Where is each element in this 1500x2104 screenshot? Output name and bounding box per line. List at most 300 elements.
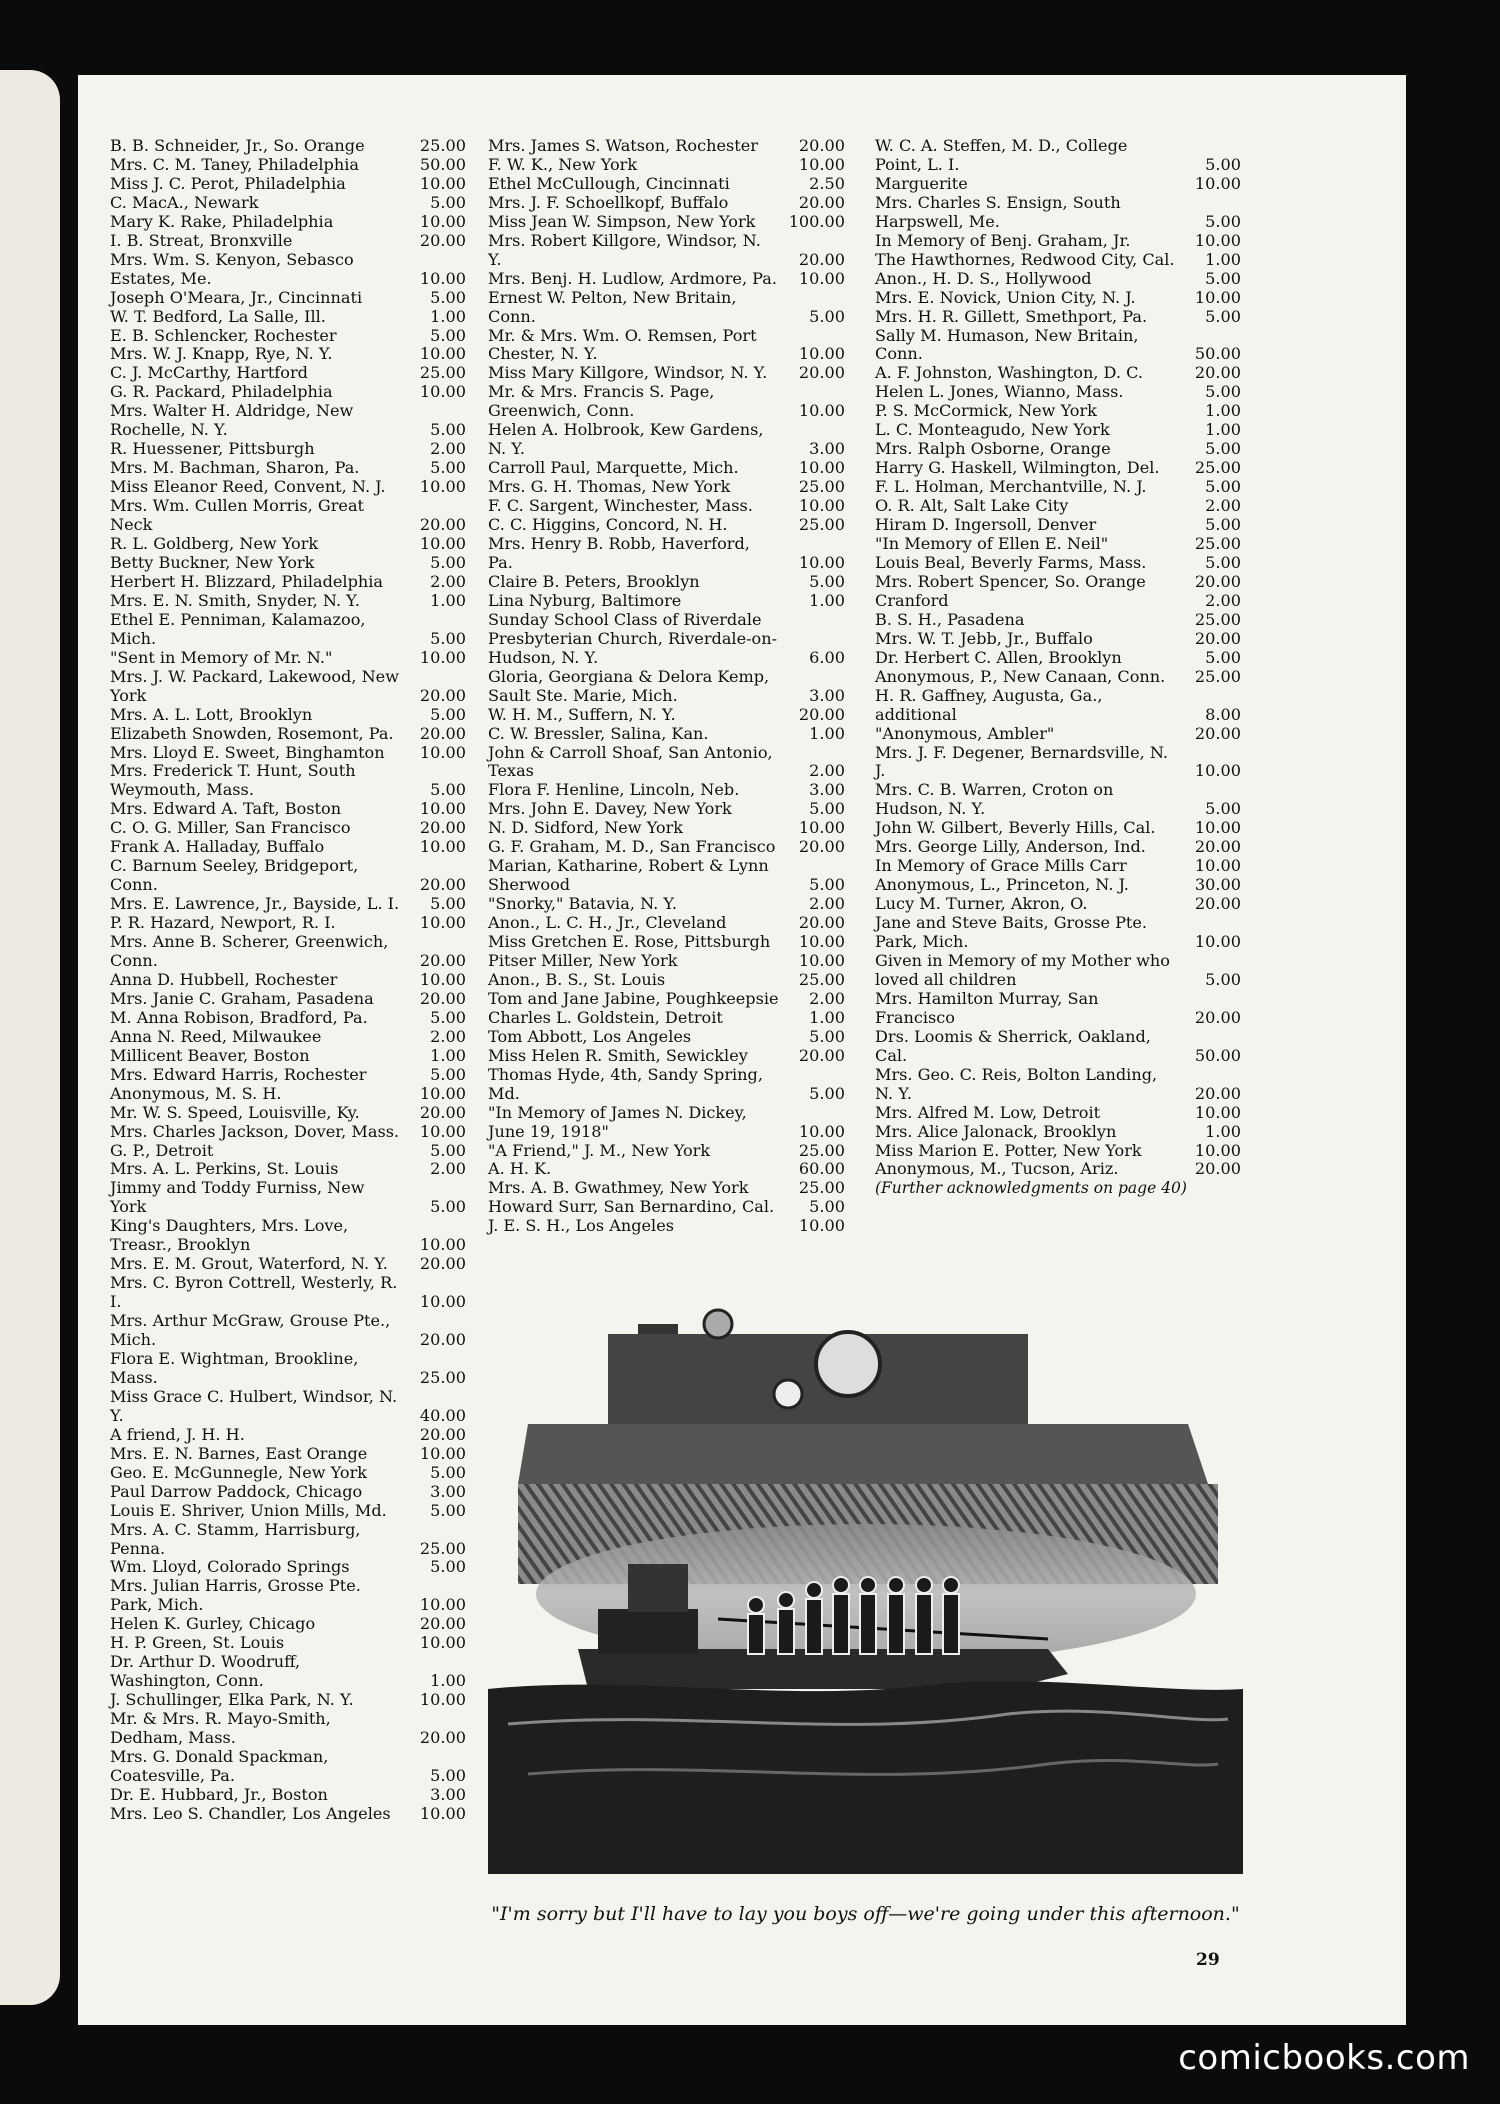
- donor-name: J. Schullinger, Elka Park, N. Y.: [110, 1690, 354, 1710]
- donor-name: Sally M. Humason, New Britain, Conn.: [875, 325, 1144, 364]
- donor-name: Mrs. Robert Killgore, Windsor, N. Y.: [488, 230, 766, 269]
- donor-name: Drs. Loomis & Sherrick, Oakland, Cal.: [875, 1026, 1157, 1065]
- donor-name: Mrs. Charles S. Ensign, South Harpswell, Me.: [875, 192, 1126, 231]
- donation-amount: 5.00: [1205, 515, 1241, 535]
- donor-name: "A Friend," J. M., New York: [488, 1140, 711, 1160]
- donor-name: Mrs. W. J. Knapp, Rye, N. Y.: [110, 344, 333, 364]
- donor-entry: [488, 364, 845, 383]
- donation-amount: 20.00: [1194, 1159, 1241, 1179]
- donation-amount: 25.00: [419, 363, 466, 383]
- donor-name: In Memory of Grace Mills Carr: [875, 856, 1127, 876]
- donor-name: Mrs. H. R. Gillett, Smethport, Pa.: [875, 306, 1148, 326]
- donor-entry: [875, 459, 1241, 478]
- donation-amount: 20.00: [798, 837, 845, 857]
- donation-amount: 10.00: [1194, 230, 1241, 250]
- donation-amount: 100.00: [788, 211, 845, 231]
- donation-amount: 2.00: [809, 894, 845, 914]
- donation-amount: 20.00: [419, 875, 466, 895]
- donation-amount: 2.00: [1205, 590, 1241, 610]
- donation-amount: 1.00: [1205, 249, 1241, 269]
- donation-amount: 5.00: [1205, 154, 1241, 174]
- donation-amount: 20.00: [798, 136, 845, 155]
- cartoon-caption: "I'm sorry but I'll have to lay you boys off—we're going under this afternoon.": [491, 1903, 1240, 1925]
- donor-name: Pitser Miller, New York: [488, 950, 678, 970]
- donor-entry: [488, 1142, 845, 1161]
- donation-amount: 10.00: [419, 647, 466, 667]
- donor-entry: [110, 497, 466, 535]
- donor-entry: [875, 364, 1241, 383]
- donation-amount: 1.00: [809, 590, 845, 610]
- donor-name: Hiram D. Ingersoll, Denver: [875, 515, 1097, 535]
- donation-amount: 25.00: [798, 477, 845, 497]
- donor-entry: [875, 478, 1241, 497]
- donor-entry: [110, 459, 466, 478]
- donation-amount: 5.00: [430, 1500, 466, 1520]
- donor-entry: [875, 687, 1241, 725]
- donor-entry: [875, 573, 1241, 592]
- donation-amount: 25.00: [419, 136, 466, 155]
- donor-entry: [488, 838, 845, 857]
- donation-amount: 10.00: [419, 477, 466, 497]
- donor-entry: [110, 156, 466, 175]
- donor-name: F. L. Holman, Merchantville, N. J.: [875, 477, 1147, 497]
- donation-amount: 5.00: [430, 1765, 466, 1785]
- donor-entry: [110, 308, 466, 327]
- donor-name: Geo. E. McGunnegle, New York: [110, 1462, 368, 1482]
- donor-entry: [488, 289, 845, 327]
- donor-entry: [110, 1350, 466, 1388]
- donor-name: Dr. E. Hubbard, Jr., Boston: [110, 1784, 328, 1804]
- donor-name: Mrs. Frederick T. Hunt, South Weymouth, Mass.: [110, 761, 361, 800]
- donor-entry: [110, 554, 466, 573]
- donor-entry: [875, 175, 1241, 194]
- donation-amount: 20.00: [419, 988, 466, 1008]
- donor-name: W. C. A. Steffen, M. D., College Point, L. I.: [875, 136, 1133, 174]
- donor-name: Miss Helen R. Smith, Sewickley: [488, 1045, 748, 1065]
- donor-entry: [875, 592, 1241, 611]
- page-number: 29: [1196, 1950, 1220, 1970]
- donor-name: Anonymous, M., Tucson, Ariz.: [875, 1159, 1119, 1179]
- donor-name: Mrs. A. L. Lott, Brooklyn: [110, 704, 313, 724]
- donation-amount: 3.00: [430, 1784, 466, 1804]
- donor-name: Mrs. E. N. Barnes, East Orange: [110, 1443, 368, 1463]
- donor-entry: [875, 990, 1241, 1028]
- donor-entry: [110, 194, 466, 213]
- donor-name: W. H. M., Suffern, N. Y.: [488, 704, 676, 724]
- donor-entry: [488, 270, 845, 289]
- donor-name: G. P., Detroit: [110, 1140, 214, 1160]
- donor-entry: [488, 213, 845, 232]
- donor-name: Lina Nyburg, Baltimore: [488, 590, 682, 610]
- donation-amount: 20.00: [1194, 1083, 1241, 1103]
- donation-amount: 10.00: [798, 950, 845, 970]
- donation-amount: 5.00: [809, 799, 845, 819]
- donor-name: Gloria, Georgiana & Delora Kemp, Sault Ste. Marie, Mich.: [488, 666, 775, 705]
- donation-amount: 5.00: [809, 571, 845, 591]
- donation-amount: 5.00: [1205, 306, 1241, 326]
- previous-page-edge: [0, 70, 60, 2005]
- donor-name: Thomas Hyde, 4th, Sandy Spring, Md.: [488, 1064, 769, 1103]
- donor-entry: [110, 1160, 466, 1179]
- donor-entry: [110, 819, 466, 838]
- donor-name: Mrs. E. N. Smith, Snyder, N. Y.: [110, 590, 360, 610]
- donation-amount: 10.00: [419, 211, 466, 231]
- donation-amount: 10.00: [419, 742, 466, 762]
- donation-amount: 20.00: [798, 249, 845, 269]
- donor-entry: [875, 668, 1241, 687]
- donation-amount: 5.00: [1205, 969, 1241, 989]
- donor-name: Mrs. Geo. C. Reis, Bolton Landing, N. Y.: [875, 1064, 1163, 1103]
- donation-amount: 25.00: [1194, 458, 1241, 478]
- donation-amount: 3.00: [809, 439, 845, 459]
- donor-entry: [875, 1066, 1241, 1104]
- donor-entry: [110, 1274, 466, 1312]
- donor-entry: [110, 895, 466, 914]
- donor-name: Charles L. Goldstein, Detroit: [488, 1007, 723, 1027]
- donation-amount: 10.00: [798, 268, 845, 288]
- donor-entry: [110, 1634, 466, 1653]
- donor-name: Ethel E. Penniman, Kalamazoo, Mich.: [110, 609, 371, 648]
- donor-name: Ethel McCullough, Cincinnati: [488, 173, 730, 193]
- donor-entry: [110, 1710, 466, 1748]
- donor-entry: [488, 175, 845, 194]
- donor-entry: [110, 706, 466, 725]
- donor-entry: [875, 1104, 1241, 1123]
- donor-entry: [110, 1483, 466, 1502]
- donation-amount: 2.00: [430, 1159, 466, 1179]
- donation-amount: 20.00: [419, 685, 466, 705]
- donation-amount: 10.00: [798, 496, 845, 516]
- donation-amount: 25.00: [1194, 534, 1241, 554]
- donor-entry: [875, 270, 1241, 289]
- donor-name: W. T. Bedford, La Salle, Ill.: [110, 306, 326, 326]
- donor-name: B. S. H., Pasadena: [875, 609, 1025, 629]
- donor-name: R. Huessener, Pittsburgh: [110, 439, 315, 459]
- donation-amount: 5.00: [809, 306, 845, 326]
- donor-entry: [488, 706, 845, 725]
- donation-amount: 5.00: [430, 420, 466, 440]
- donor-entry: [875, 725, 1241, 744]
- donor-name: Howard Surr, San Bernardino, Cal.: [488, 1197, 775, 1217]
- donor-name: Mrs. E. M. Grout, Waterford, N. Y.: [110, 1254, 388, 1274]
- donor-name: Mrs. Wm. S. Kenyon, Sebasco Estates, Me.: [110, 249, 359, 288]
- donation-amount: 25.00: [798, 1178, 845, 1198]
- donor-name: Mrs. G. H. Thomas, New York: [488, 477, 731, 497]
- donation-amount: 10.00: [419, 1803, 466, 1823]
- donation-amount: 20.00: [419, 515, 466, 535]
- donor-name: Mrs. Alice Jalonack, Brooklyn: [875, 1121, 1117, 1141]
- donation-amount: 10.00: [1194, 1140, 1241, 1160]
- donor-name: H. R. Gaffney, Augusta, Ga., additional: [875, 685, 1108, 724]
- donor-name: Paul Darrow Paddock, Chicago: [110, 1481, 363, 1501]
- donation-amount: 5.00: [430, 1197, 466, 1217]
- donor-entry: [110, 1388, 466, 1426]
- donation-amount: 50.00: [1194, 344, 1241, 364]
- donor-name: Mrs. W. T. Jebb, Jr., Buffalo: [875, 628, 1093, 648]
- donor-entry: [110, 990, 466, 1009]
- donor-entry: [488, 156, 845, 175]
- donor-name: Mrs. E. Novick, Union City, N. J.: [875, 287, 1136, 307]
- donation-amount: 5.00: [809, 1026, 845, 1046]
- donor-entry: [875, 535, 1241, 554]
- donation-amount: 2.50: [809, 173, 845, 193]
- donation-amount: 1.00: [809, 723, 845, 743]
- donor-name: Anonymous, P., New Canaan, Conn.: [875, 666, 1166, 686]
- donor-entry: [110, 1123, 466, 1142]
- donor-entry: [488, 194, 845, 213]
- donation-amount: 1.00: [430, 1045, 466, 1065]
- donor-entry: [875, 952, 1241, 990]
- donation-amount: 10.00: [419, 1633, 466, 1653]
- donor-entry: [110, 1009, 466, 1028]
- donation-amount: 20.00: [419, 1102, 466, 1122]
- donation-amount: 5.00: [430, 780, 466, 800]
- donation-amount: 20.00: [419, 723, 466, 743]
- donor-name: Tom and Jane Jabine, Poughkeepsie: [488, 988, 779, 1008]
- donor-name: Flora E. Wightman, Brookline, Mass.: [110, 1349, 364, 1387]
- donor-entry: [110, 213, 466, 232]
- donation-amount: 30.00: [1194, 875, 1241, 895]
- donor-name: O. R. Alt, Salt Lake City: [875, 496, 1069, 516]
- donation-amount: 40.00: [419, 1405, 466, 1425]
- donor-name: "Sent in Memory of Mr. N.": [110, 647, 333, 667]
- donor-entry: [488, 668, 845, 706]
- donor-entry: [110, 175, 466, 194]
- donation-amount: 5.00: [430, 552, 466, 572]
- donation-amount: 5.00: [430, 1462, 466, 1482]
- donation-amount: 1.00: [1205, 420, 1241, 440]
- donor-entry: [488, 478, 845, 497]
- donor-entry: [488, 1160, 845, 1179]
- donation-amount: 5.00: [809, 875, 845, 895]
- donor-entry: [488, 1104, 845, 1142]
- donor-name: Mr. & Mrs. R. Mayo-Smith, Dedham, Mass.: [110, 1709, 336, 1748]
- donation-amount: 20.00: [419, 1728, 466, 1748]
- donation-amount: 20.00: [419, 950, 466, 970]
- donor-name: Helen L. Jones, Wianno, Mass.: [875, 382, 1124, 402]
- donor-name: I. B. Streat, Bronxville: [110, 230, 293, 250]
- donor-name: F. C. Sargent, Winchester, Mass.: [488, 496, 753, 516]
- donor-entry: [875, 516, 1241, 535]
- donor-name: Mrs. Anne B. Scherer, Greenwich, Conn.: [110, 932, 394, 970]
- donor-name: "In Memory of James N. Dickey, June 19, 1918": [488, 1102, 752, 1141]
- donor-entry: [488, 933, 845, 952]
- donor-name: Carroll Paul, Marquette, Mich.: [488, 458, 739, 478]
- donor-name: "In Memory of Ellen E. Neil": [875, 534, 1109, 554]
- donor-entry: [488, 895, 845, 914]
- donor-entry: [488, 1028, 845, 1047]
- donor-name: B. B. Schneider, Jr., So. Orange: [110, 136, 365, 155]
- donation-amount: 1.00: [1205, 1121, 1241, 1141]
- donor-name: Flora F. Henline, Lincoln, Neb.: [488, 780, 740, 800]
- donation-amount: 10.00: [798, 818, 845, 838]
- donor-entry: [875, 1028, 1241, 1066]
- donor-column-2: [488, 137, 845, 1236]
- donor-entry: [488, 516, 845, 535]
- donor-name: Mrs. A. C. Stamm, Harrisburg, Penna.: [110, 1519, 366, 1558]
- donation-amount: 5.00: [430, 894, 466, 914]
- donor-name: Jimmy and Toddy Furniss, New York: [110, 1178, 370, 1217]
- donor-entry: [110, 857, 466, 895]
- donor-name: Mrs. Henry B. Robb, Haverford, Pa.: [488, 534, 756, 572]
- donor-entry: [110, 1426, 466, 1445]
- donor-entry: [875, 895, 1241, 914]
- donor-name: Mrs. Edward Harris, Rochester: [110, 1064, 367, 1084]
- donation-amount: 8.00: [1205, 704, 1241, 724]
- donor-entry: [488, 573, 845, 592]
- donor-name: G. F. Graham, M. D., San Francisco: [488, 837, 776, 857]
- donation-amount: 60.00: [798, 1159, 845, 1179]
- donation-amount: 10.00: [798, 1216, 845, 1236]
- donation-amount: 20.00: [419, 1424, 466, 1444]
- donor-name: Cranford: [875, 590, 949, 610]
- donor-entry: [488, 383, 845, 421]
- donor-name: Mrs. George Lilly, Anderson, Ind.: [875, 837, 1146, 857]
- donor-name: Mrs. Ralph Osborne, Orange: [875, 439, 1111, 459]
- donor-name: Betty Buckner, New York: [110, 552, 315, 572]
- donor-entry: [110, 535, 466, 554]
- donor-name: Anon., H. D. S., Hollywood: [875, 268, 1092, 288]
- donation-amount: 10.00: [1194, 1102, 1241, 1122]
- donor-entry: [488, 1047, 845, 1066]
- donation-amount: 25.00: [1194, 666, 1241, 686]
- donor-name: Mr. & Mrs. Wm. O. Remsen, Port Chester, N. Y.: [488, 325, 762, 364]
- donor-entry: [875, 251, 1241, 270]
- donor-name: John & Carroll Shoaf, San Antonio, Texas: [488, 742, 778, 781]
- donor-name: Louis Beal, Beverly Farms, Mass.: [875, 552, 1147, 572]
- donor-name: Mary K. Rake, Philadelphia: [110, 211, 334, 231]
- donation-amount: 10.00: [419, 1595, 466, 1615]
- donor-entry: [488, 914, 845, 933]
- donation-amount: 10.00: [419, 969, 466, 989]
- donation-amount: 10.00: [1194, 856, 1241, 876]
- donor-entry: [488, 800, 845, 819]
- donor-entry: [488, 1066, 845, 1104]
- donor-name: Given in Memory of my Mother who loved all children: [875, 950, 1176, 989]
- donor-name: Mrs. Hamilton Murray, San Francisco: [875, 988, 1104, 1027]
- donor-entry: [488, 857, 845, 895]
- donor-entry: [488, 952, 845, 971]
- donor-entry: [875, 289, 1241, 308]
- donor-entry: [110, 251, 466, 289]
- donor-entry: [488, 611, 845, 668]
- donor-name: M. Anna Robison, Bradford, Pa.: [110, 1007, 368, 1027]
- donor-name: Miss Eleanor Reed, Convent, N. J.: [110, 477, 386, 497]
- donor-name: Miss Gretchen E. Rose, Pittsburgh: [488, 932, 771, 952]
- donor-entry: [875, 1123, 1241, 1142]
- donor-name: Mrs. G. Donald Spackman, Coatesville, Pa.: [110, 1747, 334, 1785]
- donor-name: The Hawthornes, Redwood City, Cal.: [875, 249, 1175, 269]
- donation-amount: 10.00: [419, 1235, 466, 1255]
- donor-entry: [488, 535, 845, 573]
- donation-amount: 20.00: [419, 230, 466, 250]
- donor-name: Wm. Lloyd, Colorado Springs: [110, 1557, 350, 1577]
- donor-name: Anna D. Hubbell, Rochester: [110, 969, 338, 989]
- donor-name: R. L. Goldberg, New York: [110, 534, 319, 554]
- donor-entry: [110, 478, 466, 497]
- donor-name: Helen A. Holbrook, Kew Gardens, N. Y.: [488, 420, 769, 459]
- donor-name: Mrs. Benj. H. Ludlow, Ardmore, Pa.: [488, 268, 777, 288]
- submarine-cartoon: [488, 1294, 1243, 1874]
- donor-entry: [875, 308, 1241, 327]
- donation-amount: 20.00: [798, 1045, 845, 1065]
- donation-amount: 5.00: [430, 704, 466, 724]
- donation-amount: 10.00: [1194, 173, 1241, 193]
- donor-entry: [110, 649, 466, 668]
- donation-amount: 10.00: [419, 799, 466, 819]
- donor-name: Joseph O'Meara, Jr., Cincinnati: [110, 287, 363, 307]
- donation-amount: 6.00: [809, 647, 845, 667]
- donor-entry: [110, 1464, 466, 1483]
- donor-entry: [488, 744, 845, 782]
- donor-name: Mrs. M. Bachman, Sharon, Pa.: [110, 458, 360, 478]
- donor-name: Mrs. Robert Spencer, So. Orange: [875, 571, 1146, 591]
- donor-name: Miss Grace C. Hulbert, Windsor, N. Y.: [110, 1386, 403, 1425]
- donor-name: P. S. McCormick, New York: [875, 401, 1097, 421]
- donor-name: Marian, Katharine, Robert & Lynn Sherwood: [488, 856, 774, 895]
- donor-entry: [110, 1615, 466, 1634]
- donor-entry: [110, 573, 466, 592]
- donation-amount: 20.00: [1194, 571, 1241, 591]
- magazine-page: [78, 75, 1406, 2025]
- donor-entry: [875, 421, 1241, 440]
- donor-entry: [110, 1502, 466, 1521]
- donation-amount: 10.00: [419, 268, 466, 288]
- donation-amount: 25.00: [1194, 609, 1241, 629]
- donor-entry: [875, 554, 1241, 573]
- donor-name: Anonymous, M. S. H.: [110, 1083, 282, 1103]
- donor-name: Mrs. Alfred M. Low, Detroit: [875, 1102, 1101, 1122]
- donation-amount: 5.00: [1205, 552, 1241, 572]
- donor-entry: [488, 497, 845, 516]
- donor-entry: [110, 744, 466, 763]
- donation-amount: 10.00: [419, 173, 466, 193]
- donation-amount: 20.00: [1194, 628, 1241, 648]
- donor-entry: [110, 345, 466, 364]
- donor-name: Mrs. C. B. Warren, Croton on Hudson, N. Y.: [875, 780, 1119, 819]
- donation-amount: 5.00: [1205, 211, 1241, 231]
- donation-amount: 10.00: [419, 913, 466, 933]
- donation-amount: 1.00: [430, 590, 466, 610]
- donor-entry: [488, 781, 845, 800]
- donor-entry: [488, 592, 845, 611]
- donation-amount: 20.00: [419, 1254, 466, 1274]
- donor-entry: [488, 459, 845, 478]
- donor-name: In Memory of Benj. Graham, Jr.: [875, 230, 1131, 250]
- donor-entry: [875, 781, 1241, 819]
- donation-amount: 25.00: [798, 1140, 845, 1160]
- donation-amount: 5.00: [1205, 799, 1241, 819]
- donation-amount: 1.00: [430, 306, 466, 326]
- donor-name: C. MacA., Newark: [110, 192, 259, 212]
- donor-name: P. R. Hazard, Newport, R. I.: [110, 913, 336, 933]
- donor-entry: [110, 1558, 466, 1577]
- donor-entry: [875, 327, 1241, 365]
- donor-name: Mrs. Lloyd E. Sweet, Binghamton: [110, 742, 385, 762]
- donor-entry: [110, 838, 466, 857]
- donor-name: Anon., B. S., St. Louis: [488, 969, 666, 989]
- donation-amount: 10.00: [798, 344, 845, 364]
- donor-name: Anna N. Reed, Milwaukee: [110, 1026, 322, 1046]
- donor-name: John W. Gilbert, Beverly Hills, Cal.: [875, 818, 1156, 838]
- donor-entry: [488, 421, 845, 459]
- donor-entry: [875, 440, 1241, 459]
- donor-entry: [110, 137, 466, 156]
- donor-name: Miss Jean W. Simpson, New York: [488, 211, 756, 231]
- donor-entry: [110, 1028, 466, 1047]
- donor-entry: [110, 1085, 466, 1104]
- donor-entry: [110, 440, 466, 459]
